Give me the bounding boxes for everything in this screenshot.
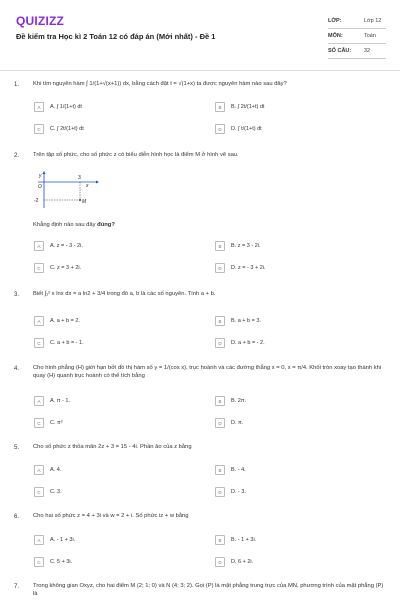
option-d[interactable] xyxy=(215,557,253,567)
option-b[interactable] xyxy=(215,465,246,475)
option-text: B. 2π. xyxy=(231,398,247,404)
option-text: D. ∫ t/(1+t) dt xyxy=(231,126,262,132)
option-letter-box: D xyxy=(215,487,225,497)
option-d[interactable] xyxy=(215,487,246,497)
option-text: B. ∫ 2t/(1+t) dt xyxy=(231,104,265,110)
option-letter-box: B xyxy=(215,102,225,112)
question-text: Khi tìm nguyên hàm ∫ 1/(1+√(x+1)) dx, bằng cách đặt t = √(1+x) ta được nguyên hàm nào sau đây? xyxy=(33,81,287,87)
question-number: 1. xyxy=(14,82,20,88)
option-a[interactable] xyxy=(34,465,61,475)
subtext-plain: Khẳng định nào sau đây xyxy=(33,222,96,228)
option-text: D. 6 + 2i. xyxy=(231,559,254,565)
question-number: 3. xyxy=(14,292,20,298)
question-number: 5. xyxy=(14,445,20,451)
question-text: Cho hai số phức z = 4 + 3i và w = 2 + i. Số phức iz + w bằng xyxy=(33,513,189,519)
option-letter-box: A xyxy=(34,102,44,112)
option-text: A. ∫ 1/(1+t) dt xyxy=(50,104,82,110)
option-c[interactable] xyxy=(34,124,84,134)
option-a[interactable] xyxy=(34,241,83,251)
question-number: 7. xyxy=(14,584,20,590)
option-text: C. a + b = - 1. xyxy=(50,340,84,346)
option-text: B. z = 3 - 2i. xyxy=(231,243,261,249)
option-d[interactable] xyxy=(215,418,243,428)
option-b[interactable] xyxy=(215,241,261,251)
option-letter-box: D xyxy=(215,124,225,134)
option-letter-box: A xyxy=(34,316,44,326)
meta-row-subject xyxy=(328,29,386,44)
option-text: A. - 1 + 3i. xyxy=(50,537,76,543)
option-d[interactable] xyxy=(215,338,265,348)
option-text: A. 4. xyxy=(50,467,62,473)
tick-label-3: 3 xyxy=(78,175,81,181)
option-text: D. - 3. xyxy=(231,489,246,495)
meta-key: MÔN: xyxy=(328,33,343,39)
origin-label: O xyxy=(38,184,42,190)
option-text: A. π - 1. xyxy=(50,398,70,404)
question-text: Cho số phức z thỏa mãn 2z + 3 = 15 - 4i. Phần ảo của z bằng xyxy=(33,444,192,450)
option-c[interactable] xyxy=(34,487,62,497)
meta-value: 32 xyxy=(364,48,371,54)
option-text: A. z = - 3 - 2i. xyxy=(50,243,83,249)
option-a[interactable] xyxy=(34,535,75,545)
option-text: B. a + b = 3. xyxy=(231,318,261,324)
axis-label-y: y xyxy=(39,173,42,179)
question-number: 6. xyxy=(14,514,20,520)
meta-row-count xyxy=(328,44,386,59)
header-divider xyxy=(0,70,400,71)
option-text: D. a + b = - 2. xyxy=(231,340,265,346)
option-text: C. 5 + 3i. xyxy=(50,559,73,565)
option-letter-box: C xyxy=(34,418,44,428)
option-letter-box: C xyxy=(34,124,44,134)
option-text: B. - 4. xyxy=(231,467,246,473)
question-number: 4. xyxy=(14,366,20,372)
tick-label-minus2: -2 xyxy=(34,198,39,204)
meta-value: Toán xyxy=(364,33,376,39)
option-b[interactable] xyxy=(215,102,264,112)
header xyxy=(0,0,400,62)
option-c[interactable] xyxy=(34,557,72,567)
option-letter-box: D xyxy=(215,418,225,428)
option-a[interactable] xyxy=(34,316,80,326)
meta-value: Lớp 12 xyxy=(364,18,382,24)
option-letter-box: D xyxy=(215,263,225,273)
option-letter-box: B xyxy=(215,465,225,475)
option-letter-box: D xyxy=(215,338,225,348)
question-text: Biết ∫₁² x lnx dx = a ln2 + 3/4 trong đó a, b là các số nguyên. Tính a + b. xyxy=(33,291,216,297)
page-title: Đề kiểm tra Học kì 2 Toán 12 có đáp án (Mới nhất) - Đề 1 xyxy=(16,32,216,41)
question-text: Trong không gian Oxyz, cho hai điểm M (2; 1; 0) và N (4; 3; 2). Gọi (P) là mặt phẳng trung trực của MN, phương trình của mặt phẳng (P) là xyxy=(33,583,384,597)
option-c[interactable] xyxy=(34,263,81,273)
option-text: D. π. xyxy=(231,420,244,426)
point-label-m: M xyxy=(82,199,87,205)
option-b[interactable] xyxy=(215,535,256,545)
axis-label-x: x xyxy=(86,183,89,189)
meta-key: SỐ CÂU: xyxy=(328,48,352,54)
option-letter-box: C xyxy=(34,263,44,273)
quizizz-logo[interactable]: QUIZIZZ xyxy=(16,14,65,28)
option-letter-box: B xyxy=(215,535,225,545)
option-letter-box: C xyxy=(34,487,44,497)
option-text: C. ∫ 2t/(1+t) dt xyxy=(50,126,84,132)
option-letter-box: A xyxy=(34,465,44,475)
option-letter-box: D xyxy=(215,557,225,567)
option-letter-box: B xyxy=(215,241,225,251)
option-text: D. z = - 3 + 2i. xyxy=(231,265,266,271)
option-letter-box: B xyxy=(215,396,225,406)
option-a[interactable] xyxy=(34,396,70,406)
option-c[interactable] xyxy=(34,338,84,348)
option-text: C. π² xyxy=(50,420,63,426)
option-letter-box: A xyxy=(34,535,44,545)
option-b[interactable] xyxy=(215,316,261,326)
option-d[interactable] xyxy=(215,124,262,134)
option-text: B. - 1 + 3i. xyxy=(231,537,257,543)
question-subtext xyxy=(33,222,385,230)
option-letter-box: B xyxy=(215,316,225,326)
option-letter-box: A xyxy=(34,396,44,406)
option-text: C. 3. xyxy=(50,489,62,495)
option-b[interactable] xyxy=(215,396,246,406)
option-letter-box: C xyxy=(34,338,44,348)
question-text: Trên tập số phức, cho số phức z có biểu diễn hình học là điểm M ở hình vẽ sau. xyxy=(33,152,239,158)
option-c[interactable] xyxy=(34,418,63,428)
meta-key: LỚP: xyxy=(328,18,342,24)
option-text: A. a + b = 2. xyxy=(50,318,80,324)
meta-table xyxy=(328,14,386,59)
option-letter-box: A xyxy=(34,241,44,251)
question-number: 2. xyxy=(14,153,20,159)
option-d[interactable] xyxy=(215,263,266,273)
subtext-bold: đúng? xyxy=(97,222,115,228)
meta-row-class xyxy=(328,14,386,29)
question-text: Cho hình phẳng (H) giới hạn bởi đồ thị hàm số y = 1/(cos x), trục hoành và các đường thẳng x = 0, x = π/4. Khối tròn xoay tạo thành khi quay (H) quanh trục hoành có thể tích bằng xyxy=(33,365,382,379)
complex-plane-diagram xyxy=(32,170,102,212)
option-a[interactable] xyxy=(34,102,82,112)
option-letter-box: C xyxy=(34,557,44,567)
option-text: C. z = 3 + 2i. xyxy=(50,265,82,271)
